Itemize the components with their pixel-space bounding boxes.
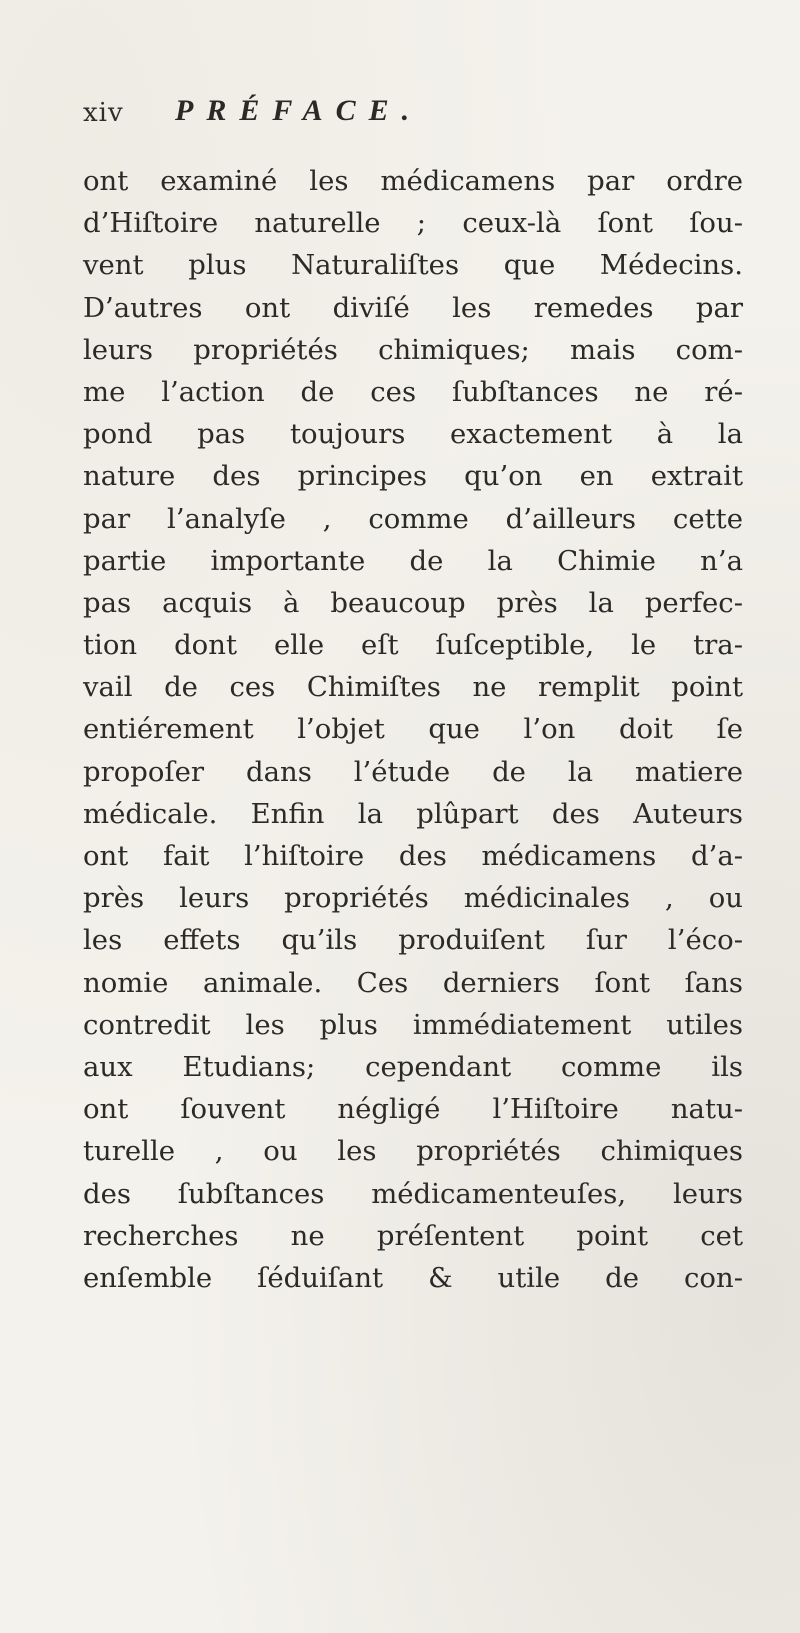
running-title: PRÉFACE. [175,94,423,127]
text-line: les effets qu’ils produiſent ſur l’éco- [83,924,743,957]
running-head [83,94,743,134]
text-line: propoſer dans l’étude de la matiere [83,755,743,788]
text-line: enſemble ſéduiſant & utile de con- [83,1261,743,1294]
text-line: ont fait l’hiſtoire des médicamens d’a- [83,840,743,872]
text-line: D’autres ont diviſé les remedes par [83,291,743,324]
text-line: turelle , ou les propriétés chimiques [83,1135,743,1168]
text-line: ont ſouvent négligé l’Hiſtoire natu- [83,1093,743,1126]
text-line: recherches ne préſentent point cet [83,1219,743,1252]
text-line: par l’analyſe , comme d’ailleurs cette [83,502,743,535]
page-number: xiv [83,98,124,128]
text-line: contredit les plus immédiatement utiles [83,1008,743,1041]
body-text [83,160,743,1299]
text-line: entiérement l’objet que l’on doit ſe [83,713,743,746]
text-line: d’Hiſtoire naturelle ; ceux-là ſont ſou- [83,207,743,240]
text-line: vail de ces Chimiſtes ne remplit point [83,671,743,704]
text-line: vent plus Naturaliſtes que Médecins. [83,249,743,282]
text-line: tion dont elle eſt ſuſceptible, le tra- [83,629,743,662]
text-line: me l’action de ces ſubſtances ne ré- [83,375,743,408]
text-line: partie importante de la Chimie n’a [83,544,743,577]
text-line: pond pas toujours exactement à la [83,418,743,451]
text-line: médicale. Enfin la plûpart des Auteurs [83,797,743,830]
text-line: aux Etudians; cependant comme ils [83,1050,743,1083]
text-line: près leurs propriétés médicinales , ou [83,882,743,915]
text-line: des ſubſtances médicamenteuſes, leurs [83,1177,743,1210]
text-line: ont examiné les médicamens par ordre [83,165,743,197]
text-line: leurs propriétés chimiques; mais com- [83,333,743,366]
text-line: pas acquis à beaucoup près la perfec- [83,586,743,619]
text-line: nomie animale. Ces derniers ſont ſans [83,966,743,999]
text-line: nature des principes qu’on en extrait [83,460,743,493]
